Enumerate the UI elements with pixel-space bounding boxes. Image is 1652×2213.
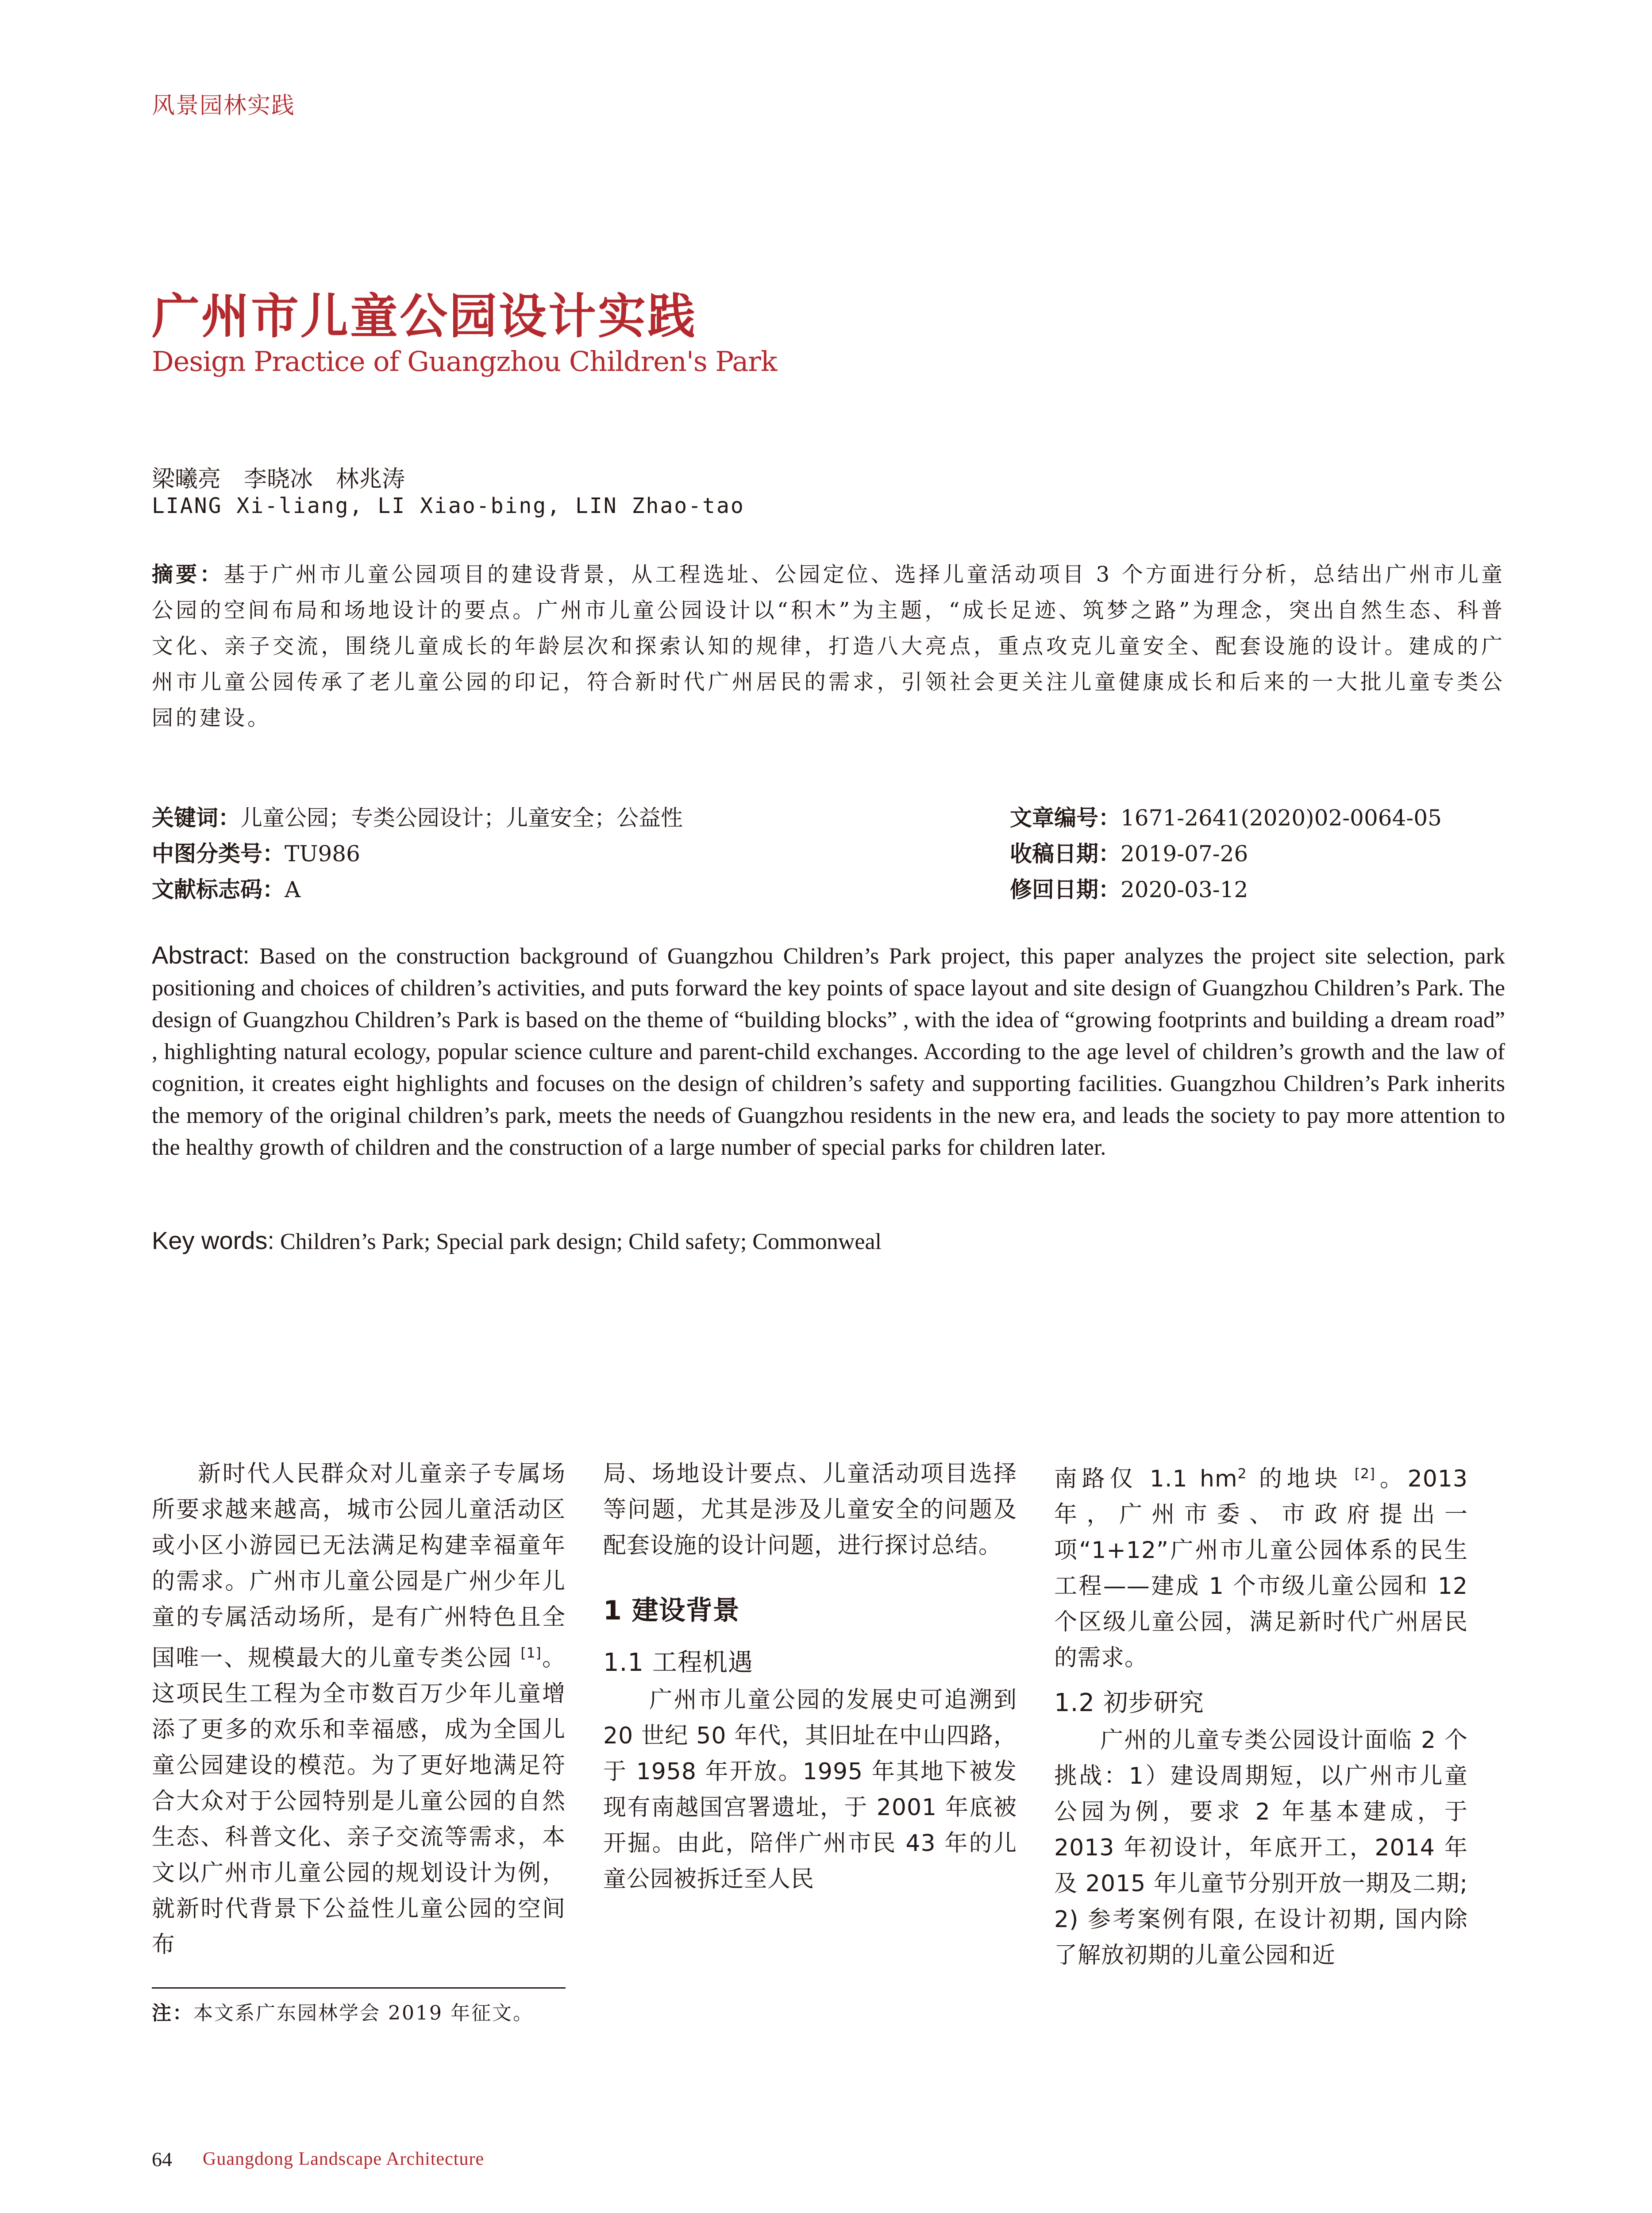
keywords-en-label: Key words: — [152, 1226, 274, 1254]
body-column-1 — [152, 1456, 566, 1963]
body-column-3 — [1054, 1456, 1468, 1974]
article-title-cn: 广州市儿童公园设计实践 — [152, 289, 697, 344]
footnote — [152, 1997, 534, 2025]
keywords-cn-row — [152, 800, 683, 836]
article-no-value: 1671-2641(2020)02-0064-05 — [1121, 805, 1442, 831]
citation-1: [1] — [520, 1645, 542, 1661]
doc-code-row — [152, 872, 683, 908]
article-no-row — [1010, 800, 1442, 836]
journal-name-footer: Guangdong Landscape Architecture — [203, 2149, 485, 2169]
abstract-cn-label: 摘要： — [152, 562, 224, 587]
clc-row — [152, 836, 683, 872]
engineering-paragraph-continued — [1054, 1456, 1468, 1676]
revised-value: 2020-03-12 — [1121, 877, 1248, 902]
subsection-heading-research: 1.2 初步研究 — [1054, 1689, 1204, 1718]
received-label: 收稿日期： — [1010, 841, 1121, 867]
abstract-en — [152, 939, 1505, 1164]
superscript-2: 2 — [1237, 1466, 1247, 1482]
authors-cn: 梁曦亮 李晓冰 林兆涛 — [152, 466, 405, 493]
meta-right — [1010, 800, 1442, 908]
intro-text-a: 新时代人民群众对儿童亲子专属场所要求越来越高，城市公园儿童活动区或小区小游园已无法满足构建幸福童年的需求。广州市儿童公园是广州少年儿童的专属活动场所，是有广州特色且全国唯一、规模最大的儿童专类公园 — [152, 1461, 566, 1672]
revised-row — [1010, 872, 1442, 908]
engineering-text-b: 的地块 — [1247, 1465, 1355, 1492]
abstract-en-text: Based on the construction background of Guangzhou Children’s Park project, this paper analyzes the project site selection, park positioning and choices of children’s activities, and puts forward the key points of space layout and site design of Guangzhou Children’s Park. The design of Guangzhou Children’s Park is based on the theme of “building blocks” , with the idea of “growing footprints and building a dream road” , highlighting natural ecology, popular science culture and parent-child exchanges. According to the age level of children’s growth and the law of cognition, it creates eight highlights and focuses on the design of children’s safety and supporting facilities. Guangzhou Children’s Park inherits the memory of the original children’s park, meets the needs of Guangzhou residents in the new era, and leads the society to pay more attention to the healthy growth of children and the construction of a large number of special parks for children later. — [152, 944, 1506, 1160]
abstract-cn-text: 基于广州市儿童公园项目的建设背景，从工程选址、公园定位、选择儿童活动项目 3 个方面进行分析，总结出广州市儿童公园的空间布局和场地设计的要点。广州市儿童公园设计以“积木”为主题，“成长足迹、筑梦之路”为理念，突出自然生态、科普文化、亲子交流，围绕儿童成长的年龄层次和探索认知的规律，打造八大亮点，重点攻克儿童安全、配套设施的设计。建成的广州市儿童公园传承了老儿童公园的印记，符合新时代广州居民的需求，引领社会更关注儿童健康成长和后来的一大批儿童专类公园的建设。 — [152, 562, 1505, 730]
subsection-heading-engineering: 1.1 工程机遇 — [603, 1648, 753, 1677]
intro-paragraph — [152, 1456, 566, 1963]
intro-continued: 局、场地设计要点、儿童活动项目选择等问题，尤其是涉及儿童安全的问题及配套设施的设计问题，进行探讨总结。 — [603, 1461, 1017, 1559]
article-no-label: 文章编号： — [1010, 805, 1121, 831]
article-title-en: Design Practice of Guangzhou Children's Park — [152, 345, 777, 378]
revised-label: 修回日期： — [1010, 877, 1121, 902]
footnote-label: 注： — [152, 2002, 193, 2024]
section-heading-background: 1 建设背景 — [603, 1595, 740, 1626]
intro-text-b: 。这项民生工程为全市数百万少年儿童增添了更多的欢乐和幸福感，成为全国儿童公园建设的模范。为了更好地满足符合大众对于公园特别是儿童公园的自然生态、科普文化、亲子交流等需求，本文以广州市儿童公园的规划设计为例，就新时代背景下公益性儿童公园的空间布 — [152, 1645, 566, 1959]
meta-left — [152, 800, 683, 908]
footnote-divider — [152, 1987, 566, 1989]
engineering-text-c: 。2013 年，广州市委、市政府提出一项“1+12”广州市儿童公园体系的民生工程——建成 1 个市级儿童公园和 12 个区级儿童公园，满足新时代广州居民的需求。 — [1054, 1465, 1468, 1672]
journal-section-label: 风景园林实践 — [152, 93, 296, 119]
clc-value: TU986 — [285, 841, 360, 867]
clc-label: 中图分类号： — [152, 841, 285, 867]
keywords-cn-label: 关键词： — [152, 805, 240, 831]
citation-2: [2] — [1354, 1466, 1375, 1482]
doc-code-value: A — [285, 877, 301, 902]
doc-code-label: 文献标志码： — [152, 877, 285, 902]
abstract-cn — [152, 557, 1505, 736]
body-column-2 — [603, 1456, 1017, 1897]
engineering-text-a: 南路仅 1.1 hm — [1054, 1465, 1238, 1492]
keywords-cn-value: 儿童公园；专类公园设计；儿童安全；公益性 — [240, 805, 683, 831]
received-row — [1010, 836, 1442, 872]
research-paragraph: 广州的儿童专类公园设计面临 2 个挑战：1）建设周期短，以广州市儿童公园为例，要求 2 年基本建成，于 2013 年初设计，年底开工，2014 年及 2015 年儿童节分别开放一期及二期; 2) 参考案例有限, 在设计初期, 国内除了解放初期的儿童公园和近 — [1054, 1727, 1468, 1969]
engineering-paragraph: 广州市儿童公园的发展史可追溯到 20 世纪 50 年代，其旧址在中山四路，于 1958 年开放。1995 年其地下被发现有南越国宫署遗址，于 2001 年底被开掘。由此，陪伴广州市民 43 年的儿童公园被拆迁至人民 — [603, 1687, 1017, 1893]
keywords-en-text: Children’s Park; Special park design; Child safety; Commonweal — [280, 1229, 882, 1254]
footnote-text: 本文系广东园林学会 2019 年征文。 — [193, 2002, 534, 2024]
authors-en: LIANG Xi-liang, LI Xiao-bing, LIN Zhao-tao — [152, 493, 745, 518]
keywords-en — [152, 1226, 882, 1255]
page-number: 64 — [152, 2148, 172, 2171]
received-value: 2019-07-26 — [1121, 841, 1248, 867]
abstract-en-label: Abstract: — [152, 941, 250, 969]
